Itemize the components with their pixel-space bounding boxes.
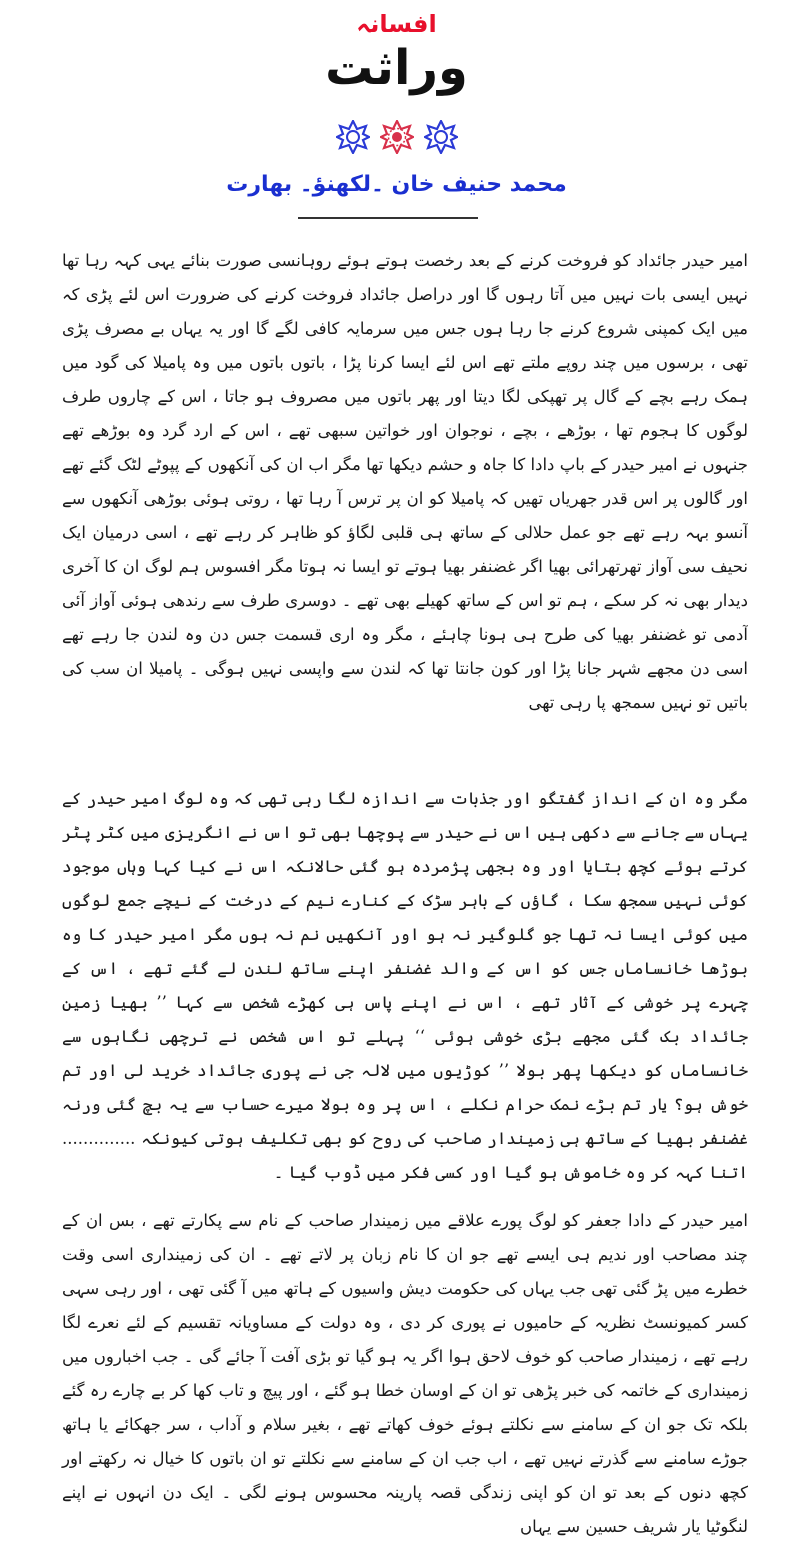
red-flower-ornament-icon [380, 120, 414, 154]
blue-star-ornament-icon [336, 120, 370, 154]
genre-label: افسانہ [356, 10, 437, 38]
blue-star-ornament-icon [424, 120, 458, 154]
story-body [62, 244, 748, 1558]
story-title: وراثت [325, 40, 468, 96]
paragraph: امیر حیدر کے دادا جعفر کو لوگ پورے علاقے میں زمیندار صاحب کے نام سے پکارتے تھے ، بس ان کے چند مصاحب اور ندیم ہی ایسے تھے جو ان کا نام زبان پر لاتے تھے ۔ ان کی زمینداری اسی وقت خطرے میں پڑ گئی تھی جب یہاں کی حکومت دیش واسیوں کے ہاتھ میں آ گئی تھی ، اور رہی سہی کسر کمیونسٹ نظریہ کے حامیوں نے پوری کر دی ، وہ دولت کے مساویانہ تقسیم کے لئے نعرے لگا رہے تھے ، زمیندار صاحب کو خوف لاحق ہوا اگر یہ ہو گیا تو بڑی آفت آ جائے گی ۔ جب اخباروں میں زمینداری کے خاتمہ کی خبر پڑھی تو ان کے اوسان خطا ہو گئے ، اور پیچ و تاب کھا کر بے چارے رہ گئے بلکہ تک جو ان کے سامنے سے نکلتے ہوئے خوف کھاتے تھے ، بغیر سلام و آداب ، سر جھکائے یا ہاتھ جوڑے سامنے سے گذرتے نہیں تھے ، اب جب ان کے سامنے سے نکلتے تو ان باتوں کا خیال نہ رکھتے اور کچھ دنوں کے بعد تو ان کو اپنی زندگی قصہ پارینہ محسوس ہونے لگی ۔ ایک دن انہوں نے اپنے لنگوٹیا یار شریف حسین سے یہاں [62, 1211, 748, 1536]
ornament-row [0, 120, 793, 154]
paragraph: امیر حیدر جائداد کو فروخت کرنے کے بعد رخصت ہوتے ہوئے روہانسی صورت بنائے یہی کہہ رہا تھا نہیں ایسی بات نہیں میں آتا رہوں گا اور دراصل جائداد فروخت کرنے کی ضرورت اس لئے پڑی کہ میں ایک کمپنی شروع کرنے جا رہا ہوں جس میں سرمایہ کافی لگے گا اور یہ یہاں بے مصرف پڑی تھی ، برسوں میں چند روپے ملتے تھے اس لئے ایسا کرنا پڑا ، باتوں باتوں میں وہ پامیلا کی گود میں ہمک رہے بچے کے گال پر تھپکی لگا دیتا اور پھر باتوں میں مصروف ہو جاتا ، اس کے چاروں طرف لوگوں کا ہجوم تھا ، بوڑھے ، بچے ، نوجوان اور خواتین سبھی تھے ، اس کے ارد گرد وہ بوڑھے تھے جنہوں نے امیر حیدر کے باپ دادا کا جاہ و حشم دیکھا تھا مگر اب ان کی آنکھوں کے پپوٹے لٹک گئے تھے اور گالوں پر اس قدر جھریاں تھیں کہ پامیلا کو ان پر ترس آ رہا تھا ، روتی ہوئی بوڑھی آنکھوں سے آنسو بہہ رہے تھے جو عمل حلالی کے ساتھ ہی قلبی لگاؤ کو ظاہر کر رہے تھے ، اسی درمیان ایک نحیف سی آواز تھرتھرائی بھیا اگر غضنفر بھیا ہوتے تو ایسا نہ ہوتا مگر افسوس ہم لوگ ان کا آخری دیدار بھی نہ کر سکے ، ہم تو اس کے ساتھ کھیلے بھی تھے ۔ دوسری طرف سے رندھی ہوئی آواز آئی آدمی تو غضنفر بھیا کی طرح ہی ہونا چاہئے ، مگر وہ اری قسمت جس دن وہ لندن جا رہے تھے اسی دن مجھے شہر جانا پڑا اور کون جانتا تھا کہ لندن سے واپسی نہیں ہوگی ۔ پامیلا ان سب کی باتیں تو نہیں سمجھ پا رہی تھی [62, 251, 748, 712]
author-underline [298, 217, 478, 219]
author-byline: محمد حنیف خان ۔لکھنؤ۔ بھارت [226, 172, 567, 197]
paragraph: مگر وہ ان کے انداز گفتگو اور جذبات سے اندازہ لگا رہی تھی کہ وہ لوگ امیر حیدر کے یہاں سے جانے سے دکھی ہیں اس نے حیدر سے پوچھا بھی تو اس نے انگریزی میں کٹر پٹر کرتے ہوئے کچھ بتایا اور وہ بجھی پژمردہ ہو گئی حالانکہ اس نے کیا کہا وہاں موجود کوئی نہیں سمجھ سکا ، گاؤں کے باہر سڑک کے کنارے نیم کے درخت کے نیچے جمع لوگوں میں کوئی ایسا نہ تھا جو گلوگیر نہ ہو اور آنکھیں نم نہ ہوں مگر امیر حیدر کا وہ بوڑھا خانساماں جس کو اس کے والد غضنفر اپنے ساتھ لندن لے گئے تھے ، اس کے چہرے پر خوشی کے آثار تھے ، اس نے اپنے پاس ہی کھڑے شخص سے کہا ’’ بھیا زمین جائداد بک گئی مجھے بڑی خوشی ہوئی ‘‘ پہلے تو اس شخص نے ترچھی نگاہوں سے خانساماں کو دیکھا پھر بولا ’’ کوڑیوں میں لالہ جی نے پوری جائداد خرید لی اور تم خوش ہو؟ یار تم بڑے نمک حرام نکلے ، اس پر وہ بولا میرے حساب سے یہ بچ گئی ورنہ غضنفر بھیا کے ساتھ ہی زمیندار صاحب کی روح کو بھی تکلیف ہوتی کیونکہ .............. اتنا کہہ کر وہ خاموش ہو گیا اور کسی فکر میں ڈوب گیا ۔ [62, 789, 748, 1182]
